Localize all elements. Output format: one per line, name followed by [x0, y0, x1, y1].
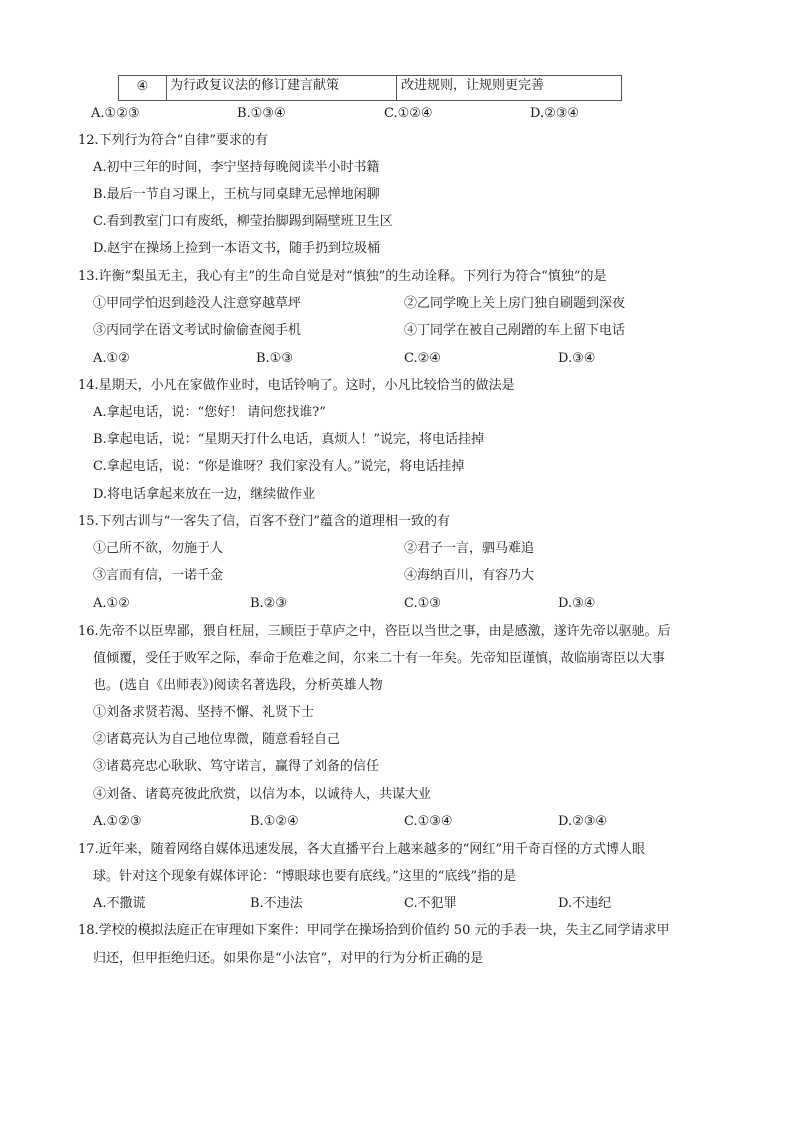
q15-item-4: ④海纳百川，有容乃大 — [404, 568, 535, 583]
q16-item-2: ②诸葛亮认为自己地位卑微，随意看轻自己 — [93, 732, 341, 747]
q16-option-b: B.①②④ — [250, 814, 299, 829]
q13-option-c: C.②④ — [404, 351, 441, 366]
q12-stem: 12.下列行为符合“自律”要求的有 — [78, 133, 268, 148]
q16-option-c: C.①③④ — [404, 814, 453, 829]
q16-item-1: ①刘备求贤若渴、坚持不懈、礼贤下士 — [93, 705, 315, 720]
q17-stem-line-2: 球。针对这个现象有媒体评论：“博眼球也要有底线。”这里的“底线”指的是 — [93, 869, 517, 884]
q16-option-d: D.②③④ — [558, 814, 608, 829]
q14-option-a: A.拿起电话，说：“您好！ 请问您找谁?” — [93, 405, 326, 420]
q16-item-4: ④刘备、诸葛亮彼此欣赏，以信为本，以诚待人，共谋大业 — [93, 787, 432, 802]
q15-option-d: D.③④ — [558, 596, 596, 611]
q15-option-c: C.①③ — [404, 596, 441, 611]
q13-option-a: A.①② — [93, 351, 130, 366]
q16-stem-line-1: 16.先帝不以臣卑鄙，猥自枉屈，三顾臣于草庐之中，咨臣以当世之事，由是感激，遂许先帝以驱驰。后 — [78, 624, 671, 639]
table-cell-meaning: 改进规则，让规则更完善 — [401, 78, 545, 93]
q18-stem-line-2: 归还，但甲拒绝归还。如果你是“小法官”，对甲的行为分析正确的是 — [93, 951, 484, 966]
table-cell-number: ④ — [119, 76, 167, 100]
continued-table-row — [118, 75, 622, 101]
q11-option-d: D.②③④ — [530, 106, 580, 121]
q13-item-4: ④丁同学在被自己剐蹭的车上留下电话 — [404, 323, 626, 338]
q12-option-c: C.看到教室门口有废纸，柳莹抬脚踢到隔壁班卫生区 — [93, 214, 393, 229]
q14-option-c: C.拿起电话，说：“你是谁呀？我们家没有人。”说完，将电话挂掉 — [93, 459, 465, 474]
q14-option-d: D.将电话拿起来放在一边，继续做作业 — [93, 487, 316, 502]
q11-option-b: B.①③④ — [237, 106, 286, 121]
q11-option-a: A.①②③ — [91, 106, 140, 121]
q13-item-1: ①甲同学怕迟到趁没人注意穿越草坪 — [93, 296, 302, 311]
q14-option-b: B.拿起电话，说：“星期天打什么电话，真烦人！”说完，将电话挂掉 — [93, 432, 484, 447]
q17-stem-line-1: 17.近年来，随着网络自媒体迅速发展，各大直播平台上越来越多的“网红”用千奇百怪的方式博人眼 — [78, 842, 645, 857]
q15-option-a: A.①② — [93, 596, 130, 611]
q11-option-c: C.①②④ — [384, 106, 433, 121]
q14-stem: 14.星期天，小凡在家做作业时，电话铃响了。这时，小凡比较恰当的做法是 — [78, 378, 515, 393]
q13-item-2: ②乙同学晚上关上房门独自刷题到深夜 — [404, 296, 626, 311]
q13-stem: 13.许衡“梨虽无主，我心有主”的生命自觉是对“慎独”的生动诠释。下列行为符合“慎独”的是 — [78, 269, 607, 284]
q15-item-3: ③言而有信，一诺千金 — [93, 568, 224, 583]
q16-option-a: A.①②③ — [93, 814, 142, 829]
q16-stem-line-3: 也。(选自《出师表》)阅读名著选段，分析英雄人物 — [93, 678, 383, 693]
q17-option-a: A.不撒谎 — [93, 896, 146, 911]
q18-stem-line-1: 18.学校的模拟法庭正在审理如下案件：甲同学在操场拾到价值约 50 元的手表一块，失主乙同学请求甲 — [78, 923, 670, 938]
q15-item-2: ②君子一言，驷马难追 — [404, 541, 535, 556]
q16-item-3: ③诸葛亮忠心耿耿、笃守诺言，赢得了刘备的信任 — [93, 759, 380, 774]
q16-stem-line-2: 值倾覆，受任于败军之际，奉命于危难之间，尔来二十有一年矣。先帝知臣谨慎，故临崩寄臣以大事 — [93, 651, 666, 666]
q15-stem: 15.下列古训与“一客失了信，百客不登门”蕴含的道理相一致的有 — [78, 514, 450, 529]
q15-item-1: ①己所不欲，勿施于人 — [93, 541, 224, 556]
q17-option-b: B.不违法 — [250, 896, 303, 911]
q17-option-d: D.不违纪 — [558, 896, 612, 911]
q13-option-d: D.③④ — [558, 351, 596, 366]
q17-option-c: C.不犯罪 — [404, 896, 457, 911]
q12-option-b: B.最后一节自习课上，王杭与同桌肆无忌惮地闲聊 — [93, 187, 380, 202]
q13-option-b: B.①③ — [256, 351, 293, 366]
q15-option-b: B.②③ — [250, 596, 287, 611]
table-cell-behavior: 为行政复议法的修订建言献策 — [167, 76, 397, 100]
q12-option-a: A.初中三年的时间，李宁坚持每晚阅读半小时书籍 — [93, 160, 380, 175]
q13-item-3: ③丙同学在语文考试时偷偷查阅手机 — [93, 323, 302, 338]
q12-option-d: D.赵宇在操场上捡到一本语文书，随手扔到垃圾桶 — [93, 241, 381, 256]
